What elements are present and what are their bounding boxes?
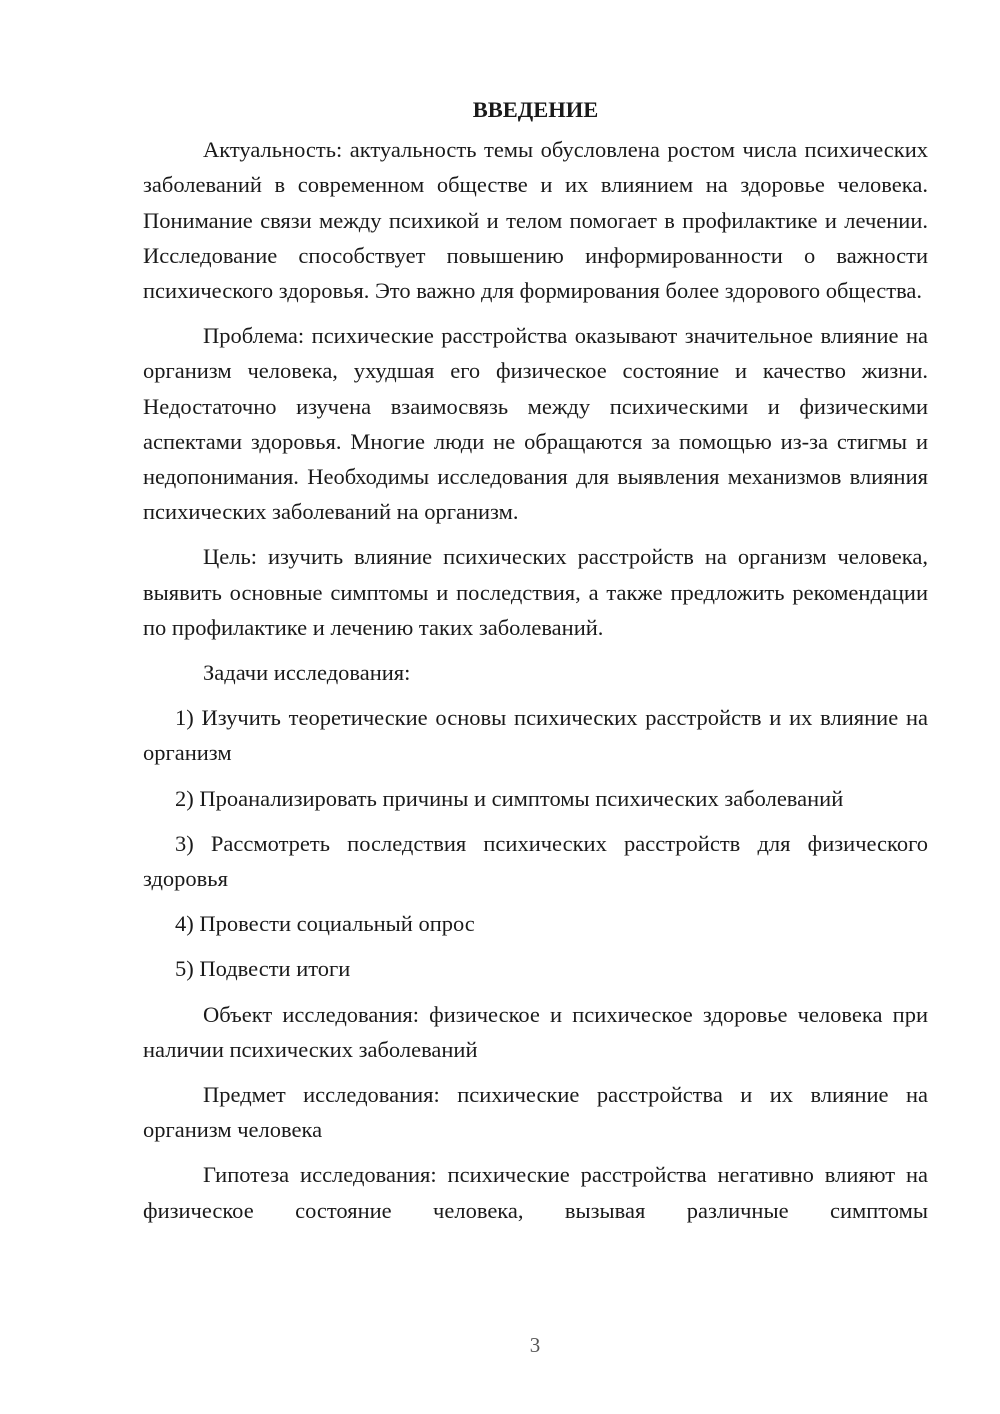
research-object-paragraph: Объект исследования: физическое и психическое здоровье человека при наличии психических заболеваний bbox=[143, 1001, 928, 1062]
section-title: ВВЕДЕНИЕ bbox=[472, 97, 599, 122]
goal-paragraph: Цель: изучить влияние психических расстройств на организм человека, выявить основные симптомы и последствия, а также предложить рекомендации по профилактике и лечению таких заболеваний. bbox=[143, 544, 928, 640]
task-item: 1) Изучить теоретические основы психических расстройств и их влияние на организм bbox=[143, 705, 928, 766]
task-item: 5) Подвести итоги bbox=[175, 956, 351, 982]
tasks-heading: Задачи исследования: bbox=[203, 660, 411, 686]
relevance-paragraph: Актуальность: актуальность темы обусловлена ростом числа психических заболеваний в современном обществе и их влиянием на здоровье человека. Понимание связи между психикой и телом помогает в профилактике и лечении. Исследование способствует повышению информированности о важности психического здоровья. Это важно для формирования более здорового общества. bbox=[143, 137, 928, 304]
document-body bbox=[143, 92, 928, 1238]
page-number: 3 bbox=[529, 1333, 541, 1357]
task-item: 2) Проанализировать причины и симптомы психических заболеваний bbox=[175, 785, 844, 811]
hypothesis-paragraph: Гипотеза исследования: психические расстройства негативно влияют на физическое состояние человека, вызывая различные симптомы bbox=[143, 1162, 928, 1223]
problem-paragraph: Проблема: психические расстройства оказывают значительное влияние на организм человека, ухудшая его физическое состояние и качество жизни. Недостаточно изучена взаимосвязь между психическими и физическими аспектами здоровья. Многие люди не обращаются за помощью из-за стигмы и недопонимания. Необходимы исследования для выявления механизмов влияния психических заболеваний на организм. bbox=[143, 323, 928, 525]
research-subject-paragraph: Предмет исследования: психические расстройства и их влияние на организм человека bbox=[143, 1082, 928, 1143]
task-item: 3) Рассмотреть последствия психических расстройств для физического здоровья bbox=[143, 830, 928, 892]
task-item: 4) Провести социальный опрос bbox=[175, 911, 475, 937]
